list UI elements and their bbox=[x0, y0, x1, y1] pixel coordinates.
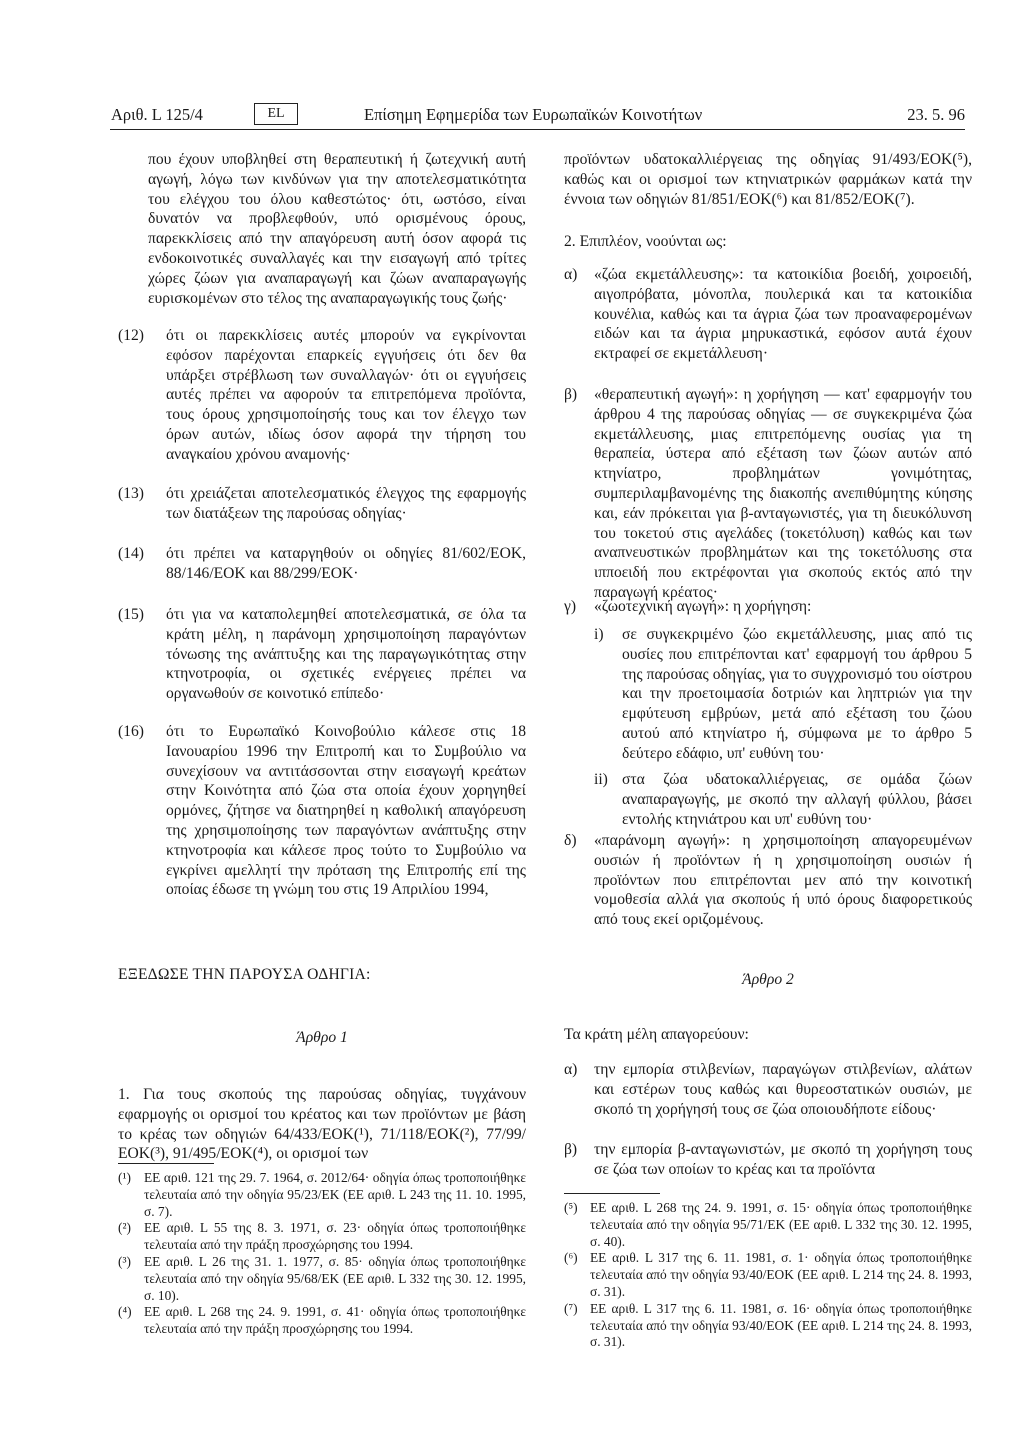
footnote-4: (⁴) ΕΕ αριθ. L 268 της 24. 9. 1991, σ. 41· οδηγία όπως τροποποιήθηκε τελευταία από την πράξη προσχώρησης του 1994. bbox=[118, 1304, 526, 1337]
definition-c: γ) «ζωοτεχνική αγωγή»: η χορήγηση: bbox=[564, 598, 812, 615]
recital-number: (12) bbox=[118, 327, 144, 344]
recital-text: ότι πρέπει να καταργηθούν οι οδηγίες 81/602/ΕΟΚ, 88/146/ΕΟΚ και 88/299/ΕΟΚ· bbox=[166, 545, 526, 582]
publication-date: 23. 5. 96 bbox=[907, 105, 965, 124]
recital-text: ότι το Ευρωπαϊκό Κοινοβούλιο κάλεσε στις 18 Ιανουαρίου 1996 την Επιτροπή και το Συμβούλιο να συνεχίσουν να αντιτάσσονται στην εισαγωγή κρεάτων στην Κοινότητα από ζώα στα οποία έχουν χορηγηθεί ορμόνες, ζήτησε να διατηρηθεί η καθολική απαγόρευση της χρησιμοποίησης των παραγόντων ανάπτυξης στην κτηνοτροφία και κάλεσε προς τούτο το Συμβούλιο να εγκρίνει αμελλητί την πρόταση της Επιτροπής επί της οποίας έδωσε τη γνώμη του στις 19 Απριλίου 1994, bbox=[166, 723, 526, 899]
footnote-2: (²) ΕΕ αριθ. L 55 της 8. 3. 1971, σ. 23· οδηγία όπως τροποποιήθηκε τελευταία από την πράξη προσχώρησης του 1994. bbox=[118, 1220, 526, 1253]
article-1-paragraph-2: 2. Επιπλέον, νοούνται ως: bbox=[564, 233, 727, 250]
left-column bbox=[118, 150, 526, 308]
article-1-paragraph-1: 1. Για τους σκοπούς της παρούσας οδηγίας, τυγχάνουν εφαρμογής οι ορισμοί του κρέατος και των προϊόντων με βάση το κρέας των οδηγιών 64/433/ΕΟΚ(¹), 71/118/ΕΟΚ(²), 77/99/ΕΟΚ(³), 91/495/ΕΟΚ(⁴), οι ορισμοί των bbox=[118, 1086, 526, 1163]
recital-13 bbox=[118, 484, 526, 524]
page-header bbox=[110, 103, 965, 130]
enactment-formula: ΕΞΕΔΩΣΕ ΤΗΝ ΠΑΡΟΥΣΑ ΟΔΗΓΙΑ: bbox=[118, 966, 371, 983]
recital-12 bbox=[118, 326, 526, 465]
article-2-item-b: β) την εμπορία β-ανταγωνιστών, με σκοπό τη χορήγηση τους σε ζώα των οποίων το κρέας και τα προϊόντα bbox=[564, 1141, 972, 1178]
recital-number: (13) bbox=[118, 485, 144, 502]
article-1-heading: Άρθρο 1 bbox=[296, 1029, 348, 1046]
language-badge: EL bbox=[254, 103, 298, 125]
recital-number: (14) bbox=[118, 545, 144, 562]
sub-item-ii: ii) στα ζώα υδατοκαλλιέργειας, σε ομάδα ζώων αναπαραγωγής, με σκοπό την αλλαγή φύλλου, βάσει εντολής κτηνιάτρου και υπ' ευθύνη του· bbox=[594, 771, 972, 828]
right-intro: προϊόντων υδατοκαλλιέργειας της οδηγίας 91/493/ΕΟΚ(⁵), καθώς και οι ορισμοί των κτηνιατρικών φαρμάκων κατά την έννοια των οδηγιών 81/851/ΕΟΚ(⁶) και 81/852/ΕΟΚ(⁷). bbox=[564, 151, 972, 208]
footnote-1: (¹) ΕΕ αριθ. 121 της 29. 7. 1964, σ. 2012/64· οδηγία όπως τροποποιήθηκε τελευταία από την οδηγία 95/23/ΕΚ (ΕΕ αριθ. L 243 της 11. 10. 1995, σ. 7). bbox=[118, 1170, 526, 1219]
recital-text: ότι για να καταπολεμηθεί αποτελεσματικά, σε όλα τα κράτη μέλη, η παράνομη χρησιμοποίηση παραγόντων τόνωσης της ανάπτυξης και της παραγωγικότητας στην κτηνοτροφία, οι σχετικές ενέργειες πρέπει να οργανωθούν σε κοινοτικό επίπεδο· bbox=[166, 606, 526, 703]
definition-d: δ) «παράνομη αγωγή»: η χρησιμοποίηση απαγορευμένων ουσιών ή προϊόντων ή η χρησιμοποίηση ουσιών ή προϊόντων που επιτρέπονται μεν από την κοινοτική νομοθεσία αλλά για σκοπούς ή υπό όρους διαφορετικούς από τους εκεί οριζομένους. bbox=[564, 832, 972, 929]
definition-a: α) «ζώα εκμετάλλευσης»: τα κατοικίδια βοειδή, χοιροειδή, αιγοπρόβατα, μόνοπλα, πουλερικά και τα κατοικίδια κουνέλια, καθώς και τα άγρια ζώα των προαναφερομένων ειδών και τα άγρια μηρυκαστικά, εφόσον αυτά έχουν εκτραφεί σε εκμετάλλευση· bbox=[564, 266, 972, 363]
footnote-5: (⁵) ΕΕ αριθ. L 268 της 24. 9. 1991, σ. 15· οδηγία όπως τροποποιήθηκε τελευταία από την οδηγία 95/71/ΕΚ (ΕΕ αριθ. L 332 της 30. 12. 1995, σ. 40). bbox=[564, 1200, 972, 1249]
recital-14 bbox=[118, 544, 526, 584]
article-2-item-a: α) την εμπορία στιλβενίων, παραγώγων στιλβενίων, αλάτων και εστέρων τους καθώς και θυρεοστατικών ουσιών, με σκοπό τη χορήγησή τους σε ζώα οποιουδήποτε είδους· bbox=[564, 1061, 972, 1118]
recital-text: ότι χρειάζεται αποτελεσματικός έλεγχος της εφαρμογής των διατάξεων της παρούσας οδηγίας· bbox=[166, 485, 526, 522]
recital-15 bbox=[118, 605, 526, 704]
recital-number: (16) bbox=[118, 723, 144, 740]
left-footnotes bbox=[118, 1163, 526, 1338]
recital-continuation: που έχουν υποβληθεί στη θεραπευτική ή ζωτεχνική αυτή αγωγή, λόγω των κινδύνων για την αποτελεσματικότητα του ελέγχου του όλου καθεστώτος· ότι, ωστόσο, είναι δυνατόν να προβλεφθούν, υπό ορισμένους όρους, παρεκκλίσεις από την απαγόρευση αυτή όσον αφορά τις ενδοκοινοτικές συναλλαγές και την εισαγωγή από τρίτες χώρες ζώων για αναπαραγωγή και ζώων αναπαραγωγής ευρισκομένων στο τέλος της αναπαραγωγικής τους ζωής· bbox=[148, 151, 526, 307]
article-2-intro: Τα κράτη μέλη απαγορεύουν: bbox=[564, 1026, 749, 1043]
right-footnotes bbox=[564, 1193, 972, 1351]
sub-item-i: i) σε συγκεκριμένο ζώο εκμετάλλευσης, μιας από τις ουσίες που επιτρέπονται κατ' εφαρμογή του άρθρου 5 της παρούσας οδηγίας, για το συγχρονισμό του οίστρου και την προετοιμασία δοτριών και ληπτριών για την εμφύτευση εμβρύων, μετά από εξέταση του ζώου αυτού από κτηνίατρο ή, σύμφωνα με το άρθρο 5 δεύτερο εδάφιο, υπ' ευθύνη του· bbox=[594, 626, 972, 762]
footnote-3: (³) ΕΕ αριθ. L 26 της 31. 1. 1977, σ. 85· οδηγία όπως τροποποιήθηκε τελευταία από την οδηγία 95/68/ΕΚ (ΕΕ αριθ. L 332 της 30. 12. 1995, σ. 10). bbox=[118, 1253, 526, 1303]
document-reference: Αριθ. L 125/4 bbox=[111, 105, 203, 124]
definition-b: β) «θεραπευτική αγωγή»: η χορήγηση — κατ' εφαρμογήν του άρθρου 4 της παρούσας οδηγίας — σε συγκεκριμένα ζώα εκμετάλλευσης, μιας επιτρεπόμενης ουσίας για τη θεραπεία, ύστερα από εξέταση των ζώων αυτών από κτηνίατρο, προβλημάτων γονιμότητας, συμπεριλαμβανομένης της διακοπής ανεπιθύμητης κύησης και, εάν πρόκειται για β-ανταγωνιστές, για τη διευκόλυνση του τοκετού στις αγελάδες (τοκετόλυση) καθώς και των αναπνευστικών προβλημάτων και της τοκετόλυσης στα ιπποειδή που εκτρέφονται για σκοπούς εκτός από την παραγωγή κρέατος· bbox=[564, 386, 972, 601]
article-2-heading: Άρθρο 2 bbox=[742, 971, 794, 988]
recital-text: ότι οι παρεκκλίσεις αυτές μπορούν να εγκρίνονται εφόσον παρέχονται επαρκείς εγγυήσεις ότι δεν θα υπάρξει στρέβλωση των συναλλαγών· ότι οι εγγυήσεις αυτές πρέπει να αφορούν τα επιτρεπόμενα προϊόντα, τους όρους χρησιμοποίησής τους και τον έλεγχο των όρων αυτών, ιδίως όσον αφορά την τήρηση του αναγκαίου χρόνου αναμονής· bbox=[166, 327, 526, 463]
recital-number: (15) bbox=[118, 606, 144, 623]
recital-16 bbox=[118, 722, 526, 900]
footnote-7: (⁷) ΕΕ αριθ. L 317 της 6. 11. 1981, σ. 16· οδηγία όπως τροποποιήθηκε τελευταία από την οδηγία 93/40/ΕΟΚ (ΕΕ αριθ. L 214 της 24. 8. 1993, σ. 31). bbox=[564, 1300, 972, 1350]
journal-title: Επίσημη Εφημερίδα των Ευρωπαϊκών Κοινοτήτων bbox=[364, 105, 703, 124]
footnote-6: (⁶) ΕΕ αριθ. L 317 της 6. 11. 1981, σ. 1· οδηγία όπως τροποποιήθηκε τελευταία από την οδηγία 93/40/ΕΟΚ (ΕΕ αριθ. L 214 της 24. 8. 1993, σ. 31). bbox=[564, 1250, 972, 1299]
